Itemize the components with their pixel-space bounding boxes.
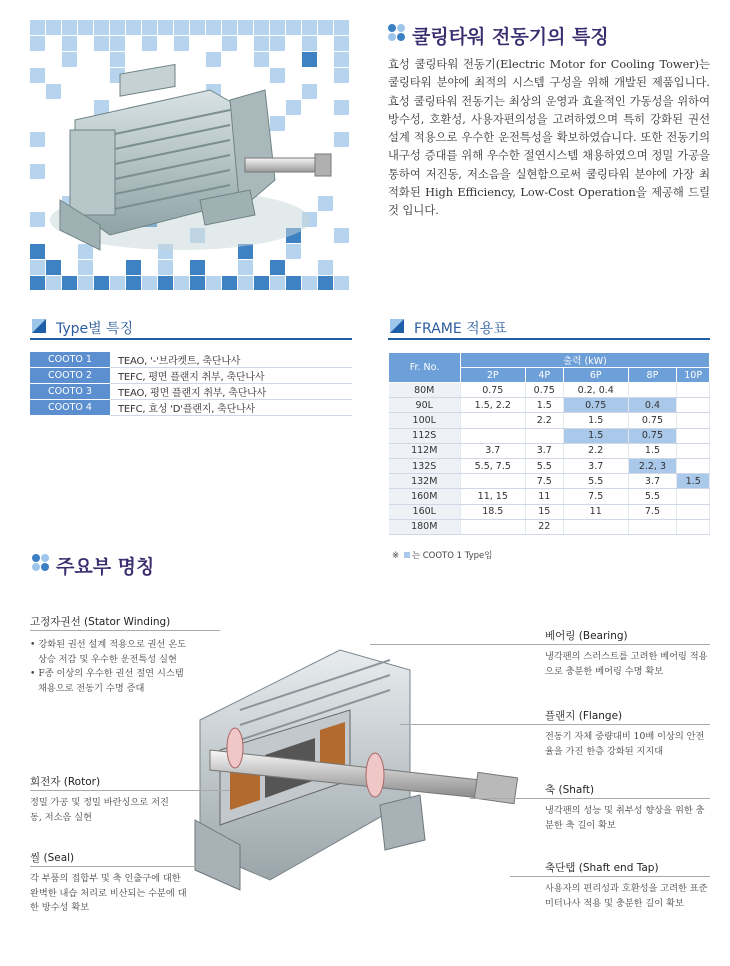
hero-tile xyxy=(158,20,173,35)
pole-header: 8P xyxy=(628,368,677,383)
output-cell: 0.4 xyxy=(628,398,677,413)
output-cell xyxy=(677,504,710,519)
output-cell xyxy=(677,413,710,428)
pole-header: 2P xyxy=(461,368,526,383)
frame-table xyxy=(388,352,710,535)
output-cell xyxy=(628,383,677,398)
seal-desc xyxy=(30,872,190,916)
hero-tile xyxy=(94,20,109,35)
output-header: 출력 (kW) xyxy=(461,353,710,368)
output-cell xyxy=(525,428,563,443)
type-section-title: Type별 특징 xyxy=(56,321,134,337)
hero-tile xyxy=(142,36,157,51)
frame-row xyxy=(389,428,710,443)
stator-desc xyxy=(30,638,195,696)
output-cell: 15 xyxy=(525,504,563,519)
output-cell xyxy=(677,383,710,398)
frame-no: 112S xyxy=(389,428,461,443)
parts-section-title: 주요부 명칭 xyxy=(56,556,155,578)
output-cell: 5.5, 7.5 xyxy=(461,458,526,473)
pole-header: 4P xyxy=(525,368,563,383)
type-row xyxy=(30,384,352,400)
frame-no: 160M xyxy=(389,489,461,504)
intro-body: 효성 쿨링타워 전동기(Electric Motor for Cooling Tower)는 쿨링타워 분야에 최적의 시스템 구성을 위해 개발된 제품입니다. 효성 쿨링타워 전동기는 최상의 운영과 효율적인 가동성을 위하여 방수성, 호환성, 사용자편의성을 고려하였으며 특히 강화된 권선설계 적용으로 우수한 운전특성을 확보하였습니다. 또한 전동기의 내구성 증대를 위해 우수한 절연시스템 채용하였으며 정밀 가공을 통하여 저진동, 저소음을 실현함으로써 쿨링타워 분야에 가장 최적화된 High Efficiency, Low-Cost Operation을 제공해 드릴 것 입니다. xyxy=(388,58,710,218)
tap-label xyxy=(545,860,659,875)
frame-row xyxy=(389,458,710,473)
pole-header: 10P xyxy=(677,368,710,383)
bearing-desc xyxy=(545,650,710,679)
flange-name: 플랜지 (Flange) xyxy=(545,710,623,722)
frame-no: 180M xyxy=(389,519,461,534)
frame-row xyxy=(389,519,710,534)
seal-desc-text: 각 부품의 접합부 및 축 인출구에 대한 완벽한 내습 처리로 비산되는 수분에 대한 방수성 확보 xyxy=(30,873,187,913)
hero-tile xyxy=(206,20,221,35)
frame-row xyxy=(389,383,710,398)
rotor-desc-text: 정밀 가공 및 정밀 바란싱으로 저진동, 저소음 실현 xyxy=(30,797,169,823)
leader-line xyxy=(30,866,205,867)
frame-no: 132M xyxy=(389,474,461,489)
section-divider xyxy=(30,338,352,340)
hero-tile xyxy=(318,20,333,35)
hero-tile xyxy=(46,20,61,35)
type-desc: TEFC, 효성 'D'플랜지, 축단나사 xyxy=(110,400,352,416)
output-cell: 3.7 xyxy=(628,474,677,489)
hero-tile xyxy=(62,36,77,51)
output-cell xyxy=(461,474,526,489)
type-desc: TEFC, 평면 플랜지 취부, 축단나사 xyxy=(110,368,352,384)
output-cell: 3.7 xyxy=(525,443,563,458)
rotor-name: 회전자 (Rotor) xyxy=(30,776,101,788)
shaft-desc-text: 냉각팬의 성능 및 취부성 향상을 위한 충분한 축 길이 확보 xyxy=(545,805,705,831)
output-cell: 0.75 xyxy=(563,398,628,413)
section-mark-icon xyxy=(390,319,404,333)
seal-label xyxy=(30,850,74,865)
output-cell: 7.5 xyxy=(525,474,563,489)
leader-line xyxy=(510,876,710,877)
rotor-label xyxy=(30,774,100,789)
frame-section-title: FRAME 적용표 xyxy=(414,321,507,337)
flange-desc xyxy=(545,730,710,759)
frame-no: 100L xyxy=(389,413,461,428)
stator-bullet-text: 강화된 권선 설계 적용으로 권선 온도 상승 저감 및 우수한 운전특성 실현 xyxy=(38,639,187,665)
hero-tile xyxy=(270,36,285,51)
type-code: COOTO 4 xyxy=(30,400,110,416)
output-cell: 11, 15 xyxy=(461,489,526,504)
hero-tile xyxy=(334,20,349,35)
output-cell: 0.75 xyxy=(628,428,677,443)
frame-no: 80M xyxy=(389,383,461,398)
output-cell xyxy=(461,413,526,428)
output-cell: 5.5 xyxy=(525,458,563,473)
stator-bullet: • F종 이상의 우수한 권선 절연 시스템 채용으로 전동기 수명 증대 xyxy=(30,668,184,694)
hero-tile xyxy=(110,36,125,51)
frame-note xyxy=(392,549,493,561)
hero-tile xyxy=(62,20,77,35)
tap-desc-text: 사용자의 편리성과 호환성을 고려한 표준 미터나사 적용 및 충분한 길이 확보 xyxy=(545,883,708,909)
leader-line xyxy=(400,724,710,725)
note-mark: ※ xyxy=(392,551,400,561)
type-row xyxy=(30,352,352,368)
type-table xyxy=(30,352,352,416)
hero-tile xyxy=(30,20,45,35)
hero-tile xyxy=(286,20,301,35)
motor-cutaway-illustration xyxy=(180,630,540,930)
output-cell: 1.5 xyxy=(677,474,710,489)
output-cell: 3.7 xyxy=(461,443,526,458)
pole-header: 6P xyxy=(563,368,628,383)
tap-desc xyxy=(545,882,710,911)
hero-tile xyxy=(222,36,237,51)
shaft-desc xyxy=(545,804,710,833)
intro-title: 쿨링타워 전동기의 특징 xyxy=(412,26,609,48)
output-cell xyxy=(461,428,526,443)
frame-row xyxy=(389,474,710,489)
output-cell: 7.5 xyxy=(563,489,628,504)
stator-name: 고정자권선 (Stator Winding) xyxy=(30,616,171,628)
section-divider xyxy=(388,338,710,340)
output-cell: 2.2 xyxy=(563,443,628,458)
output-cell: 18.5 xyxy=(461,504,526,519)
section-mark-icon xyxy=(32,319,46,333)
output-cell: 1.5, 2.2 xyxy=(461,398,526,413)
hero-tile xyxy=(238,20,253,35)
hero-tile xyxy=(78,20,93,35)
output-cell: 0.75 xyxy=(628,413,677,428)
bearing-label xyxy=(545,628,628,643)
output-cell: 2.2, 3 xyxy=(628,458,677,473)
output-cell: 5.5 xyxy=(563,474,628,489)
hero-tile xyxy=(270,20,285,35)
stator-bullet-text: F종 이상의 우수한 권선 절연 시스템 채용으로 전동기 수명 증대 xyxy=(38,668,184,694)
hero-tile xyxy=(126,20,141,35)
type-desc: TEAO, '-'브라켓트, 축단나사 xyxy=(110,352,352,368)
leader-line xyxy=(370,644,710,645)
output-cell xyxy=(677,398,710,413)
output-cell xyxy=(677,489,710,504)
hero-tile xyxy=(254,20,269,35)
output-cell xyxy=(677,428,710,443)
output-cell: 22 xyxy=(525,519,563,534)
shaft-name: 축 (Shaft) xyxy=(545,784,595,796)
flange-label xyxy=(545,708,622,723)
output-cell: 7.5 xyxy=(628,504,677,519)
highlight-swatch xyxy=(404,552,410,558)
output-cell: 5.5 xyxy=(628,489,677,504)
frame-no: 112M xyxy=(389,443,461,458)
leader-line xyxy=(470,798,710,799)
stator-label xyxy=(30,614,220,629)
hero-tile xyxy=(254,36,269,51)
output-cell xyxy=(461,519,526,534)
hero-tile xyxy=(174,36,189,51)
stator-bullet: • 강화된 권선 설계 적용으로 권선 온도 상승 저감 및 우수한 운전특성 실현 xyxy=(30,639,187,665)
frame-row xyxy=(389,413,710,428)
hero-tile xyxy=(334,36,349,51)
output-cell: 1.5 xyxy=(563,413,628,428)
frame-row xyxy=(389,504,710,519)
hero-tile xyxy=(302,36,317,51)
bearing-name: 베어링 (Bearing) xyxy=(545,630,628,642)
output-cell: 1.5 xyxy=(628,443,677,458)
note-text: 는 COOTO 1 Type임 xyxy=(411,551,493,561)
frame-header: Fr. No. xyxy=(389,353,461,383)
output-cell xyxy=(677,443,710,458)
seal-name: 씰 (Seal) xyxy=(30,852,75,864)
output-cell: 11 xyxy=(525,489,563,504)
hero-tile xyxy=(142,20,157,35)
frame-no: 160L xyxy=(389,504,461,519)
type-code: COOTO 3 xyxy=(30,384,110,400)
hero-tile xyxy=(190,20,205,35)
frame-no: 132S xyxy=(389,458,461,473)
flange-desc-text: 전동기 자체 중량대비 10배 이상의 안전율을 가진 한층 강화된 지지대 xyxy=(545,731,705,757)
type-desc: TEAO, 평면 플랜지 취부, 축단나사 xyxy=(110,384,352,400)
type-code: COOTO 1 xyxy=(30,352,110,368)
bearing-desc-text: 냉각팬의 스러스트를 고려한 베어링 적용으로 충분한 베어링 수명 확보 xyxy=(545,651,708,677)
frame-row xyxy=(389,443,710,458)
hero-tile xyxy=(110,20,125,35)
cooling-tower-motor-illustration xyxy=(30,50,350,280)
tap-name: 축단탭 (Shaft end Tap) xyxy=(545,862,659,874)
output-cell: 1.5 xyxy=(525,398,563,413)
type-row xyxy=(30,400,352,416)
output-cell: 0.75 xyxy=(461,383,526,398)
output-cell: 2.2 xyxy=(525,413,563,428)
type-row xyxy=(30,368,352,384)
hero-tile xyxy=(94,36,109,51)
hero-tile xyxy=(174,20,189,35)
output-cell xyxy=(628,519,677,534)
leader-line xyxy=(30,790,230,791)
hero-tile xyxy=(30,36,45,51)
type-code: COOTO 2 xyxy=(30,368,110,384)
output-cell: 1.5 xyxy=(563,428,628,443)
rotor-desc xyxy=(30,796,180,825)
output-cell xyxy=(677,458,710,473)
output-cell: 0.75 xyxy=(525,383,563,398)
hero-tile xyxy=(302,20,317,35)
hero-tile xyxy=(222,20,237,35)
frame-row xyxy=(389,398,710,413)
output-cell: 0.2, 0.4 xyxy=(563,383,628,398)
frame-no: 90L xyxy=(389,398,461,413)
leader-line xyxy=(30,630,220,631)
frame-row xyxy=(389,489,710,504)
output-cell: 3.7 xyxy=(563,458,628,473)
shaft-label xyxy=(545,782,594,797)
output-cell xyxy=(563,519,628,534)
output-cell xyxy=(677,519,710,534)
output-cell: 11 xyxy=(563,504,628,519)
